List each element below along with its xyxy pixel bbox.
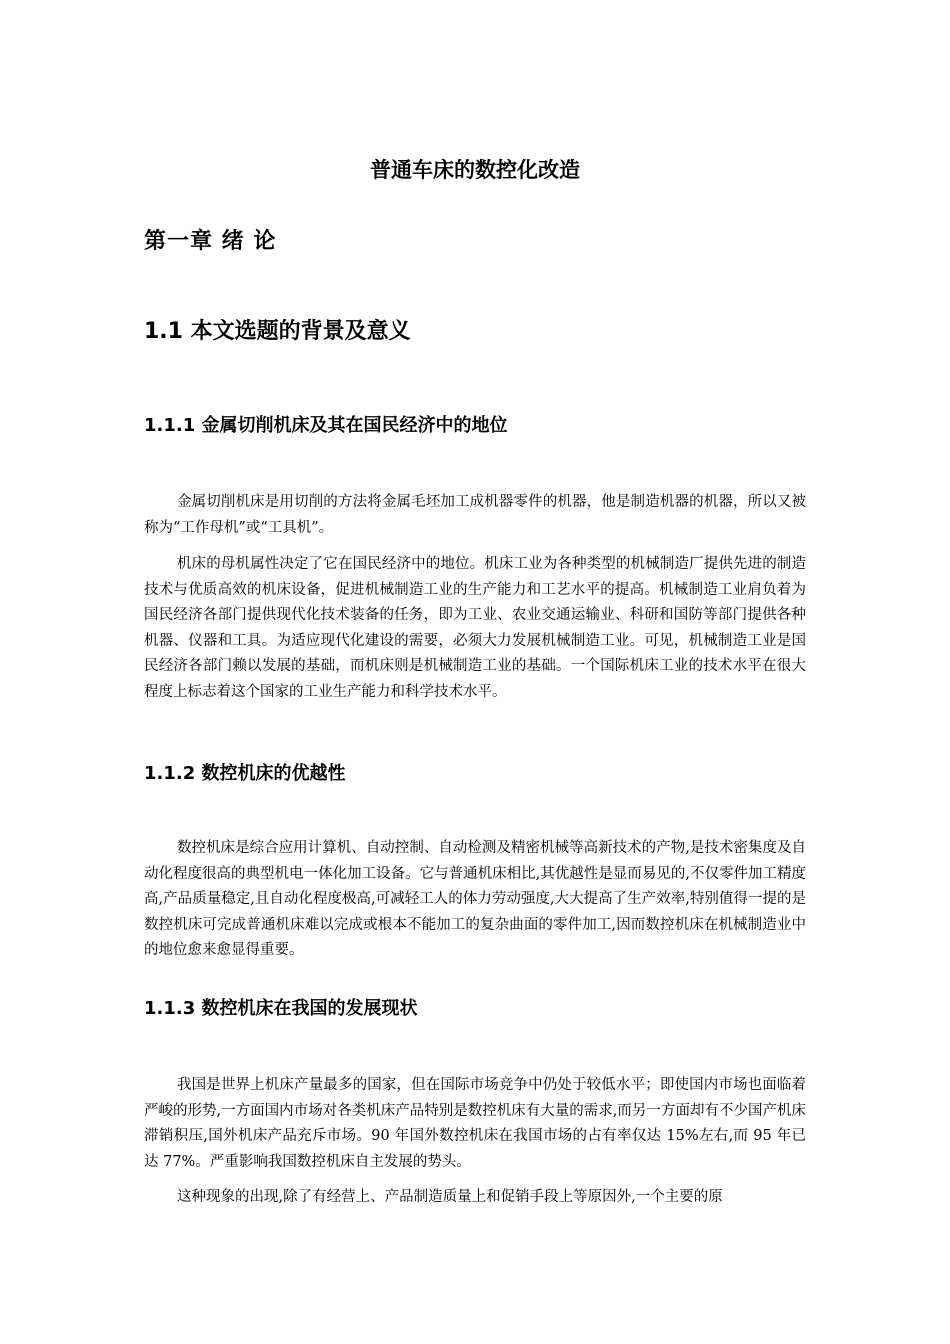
- document-title: 普通车床的数控化改造: [370, 158, 580, 182]
- section-heading-1-1: 1.1 本文选题的背景及意义: [144, 319, 411, 344]
- document-page: [144, 0, 806, 1344]
- chapter-heading: 第一章 绪 论: [144, 229, 277, 254]
- subsection-heading-1-1-1: 1.1.1 金属切削机床及其在国民经济中的地位: [144, 415, 508, 436]
- paragraph: 这种现象的出现,除了有经营上、产品制造质量上和促销手段上等原因外,一个主要的原: [177, 1189, 723, 1205]
- subsection-heading-1-1-3: 1.1.3 数控机床在我国的发展现状: [144, 998, 418, 1019]
- paragraph: 机床的母机属性决定了它在国民经济中的地位。机床工业为各种类型的机械制造厂提供先进的制造技术与优质高效的机床设备，促进机械制造工业的生产能力和工艺水平的提高。机械制造工业肩负着为国民经济各部门提供现代化技术装备的任务，即为工业、农业交通运输业、科研和国防等部门提供各种机器、仪器和工具。为适应现代化建设的需要，必须大力发展机械制造工业。可见，机械制造工业是国民经济各部门赖以发展的基础，而机床则是机械制造工业的基础。一个国际机床工业的技术水平在很大程度上标志着这个国家的工业生产能力和科学技术水平。: [144, 556, 806, 700]
- paragraph: 我国是世界上机床产量最多的国家，但在国际市场竞争中仍处于较低水平；即使国内市场也面临着严峻的形势,一方面国内市场对各类机床产品特别是数控机床有大量的需求,而另一方面却有不少国产机床滞销积压,国外机床产品充斥市场。90 年国外数控机床在我国市场的占有率仅达 15%左右,而 95 年已达 77%。严重影响我国数控机床自主发展的势头。: [144, 1077, 806, 1170]
- paragraph: 金属切削机床是用切削的方法将金属毛坯加工成机器零件的机器，他是制造机器的机器，所以又被称为“工作母机”或“工具机”。: [144, 494, 806, 536]
- paragraph: 数控机床是综合应用计算机、自动控制、自动检测及精密机械等高新技术的产物,是技术密集度及自动化程度很高的典型机电一体化加工设备。它与普通机床相比,其优越性是显而易见的,不仅零件加工精度高,产品质量稳定,且自动化程度极高,可减轻工人的体力劳动强度,大大提高了生产效率,特别值得一提的是数控机床可完成普通机床难以完成或根本不能加工的复杂曲面的零件加工,因而数控机床在机械制造业中的地位愈来愈显得重要。: [144, 840, 806, 958]
- subsection-heading-1-1-2: 1.1.2 数控机床的优越性: [144, 763, 346, 784]
